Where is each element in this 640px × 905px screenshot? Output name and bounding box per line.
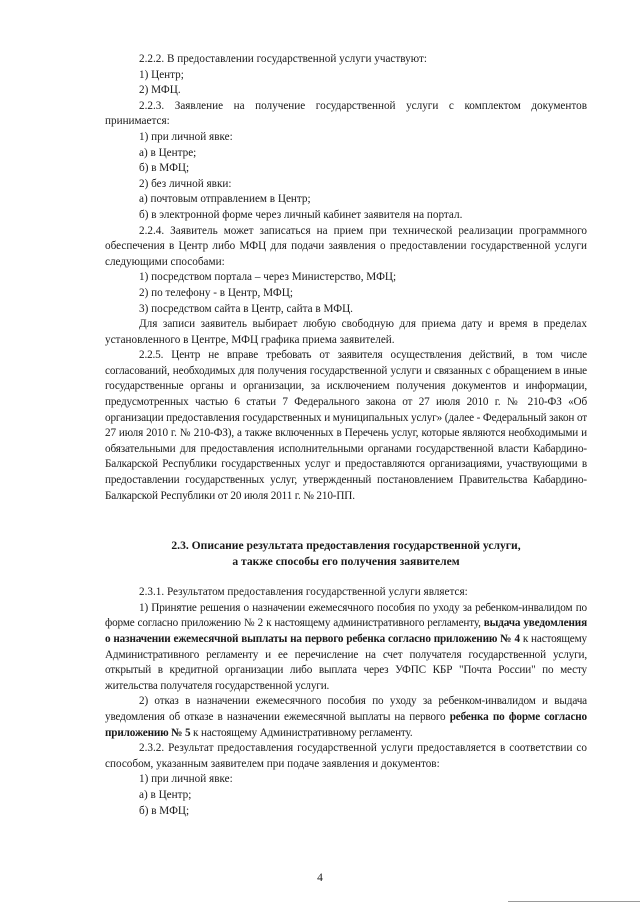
section-2-2-4-intro: 2.2.4. Заявитель может записаться на прием при технической реализации программного обеспечения в Центр либо МФЦ для подачи заявления о предоставлении государственной услуги следующими способами: — [105, 224, 587, 268]
list-item: 1) посредством портала – через Министерство, МФЦ; — [139, 271, 397, 284]
list-item: 2) МФЦ. — [139, 84, 181, 97]
section-2-3-1-intro: 2.3.1. Результатом предоставления государственной услуги является: — [139, 586, 468, 599]
item-bold-text: ребенка по форме согласно приложению № 5 — [105, 710, 588, 739]
section-2-3-1-item-2 — [105, 694, 587, 741]
section-2-3-1-item-1 — [105, 601, 587, 695]
list-item: 1) при личной явке: — [139, 130, 233, 143]
item-text: к настоящему Административному регламенту. — [190, 726, 413, 739]
item-text: 1) Принятие решения о назначении ежемесячного пособия по уходу за ребенком-инвалидом по форме согласно приложению № 2 к настоящему административного регламенту, — [105, 601, 587, 630]
item-bold-text: выдача уведомления о назначении ежемесячной выплаты на первого ребенка согласно приложению № 4 — [105, 617, 587, 645]
list-item: 1) Центр; — [139, 68, 184, 81]
item-text: 2) отказ в назначении ежемесячного пособия по уходу за ребенком-инвалидом и выдача уведомления об отказе в назначении ежемесячной выплаты на первого — [105, 695, 587, 723]
page-number: 4 — [317, 872, 323, 884]
list-item: 2) без личной явки: — [139, 177, 232, 190]
section-2-3-heading-line1: 2.3. Описание результата предоставления государственной услуги, — [171, 539, 521, 553]
section-2-3-heading-line2: а также способы его получения заявителем — [232, 554, 460, 568]
section-2-2-5-text: 2.2.5. Центр не вправе требовать от заявителя осуществления действий, в том числе согласований, необходимых для получения государственной услуги и связанных с обращением в иные государственные органы и организации, за исключением получения документов и информации, предусмотренных частью 6 статьи 7 Федерального закона от 27 июля 2010 г. № 210-ФЗ «Об организации предоставления государственных и муниципальных услуг» (далее - Федеральный закон от 27 июля 2010 г. № 210-ФЗ), а также включенных в Перечень услуг, которые являются необходимыми и обязательными для предоставления исполнительными органами государственной власти Кабардино-Балкарской Республики государственных услуг и предоставляются организациями, участвующими в предоставлении государственных услуг, утвержденный постановлением Правительства Кабардино-Балкарской Республики от 20 июля 2011 г. № 210-ПП. — [105, 349, 587, 502]
section-2-2-4-note: Для записи заявитель выбирает любую свободную для приема дату и время в пределах установленного в Центре, МФЦ графика приема заявителей. — [105, 318, 587, 346]
section-2-2-2-intro: 2.2.2. В предоставлении государственной услуги участвуют: — [139, 53, 427, 65]
section-2-2-3-intro: 2.2.3. Заявление на получение государственной услуги с комплектом документов принимается: — [105, 99, 587, 128]
item-text: к настоящему Административного регламенту и ее перечисление на счет получателя государственной услуги, открытый в кредитной организации либо выплата через УФПС КБР "Почта России" по месту жительства получателя государственной услуги. — [105, 633, 587, 692]
list-item: 3) посредством сайта в Центр, сайта в МФЦ. — [139, 302, 353, 315]
section-spacer — [105, 504, 587, 538]
scan-edge-divider — [508, 901, 640, 902]
list-item: 2) по телефону - в Центр, МФЦ; — [139, 286, 293, 299]
section-2-3-2-intro: 2.3.2. Результат предоставления государственной услуги предоставляется в соответствии со способом, указанным заявителем при подаче заявления и документов: — [105, 742, 587, 770]
list-item: а) в Центре; — [139, 146, 197, 159]
list-item: б) в МФЦ; — [139, 162, 190, 175]
list-item: 1) при личной явке: — [139, 773, 233, 786]
list-item: а) почтовым отправлением в Центр; — [139, 193, 311, 206]
list-item: б) в электронной форме через личный кабинет заявителя на портал. — [139, 208, 463, 221]
document-page — [105, 52, 587, 819]
list-item: а) в Центр; — [139, 788, 192, 801]
section-spacer — [105, 569, 587, 585]
list-item: б) в МФЦ; — [139, 804, 190, 817]
